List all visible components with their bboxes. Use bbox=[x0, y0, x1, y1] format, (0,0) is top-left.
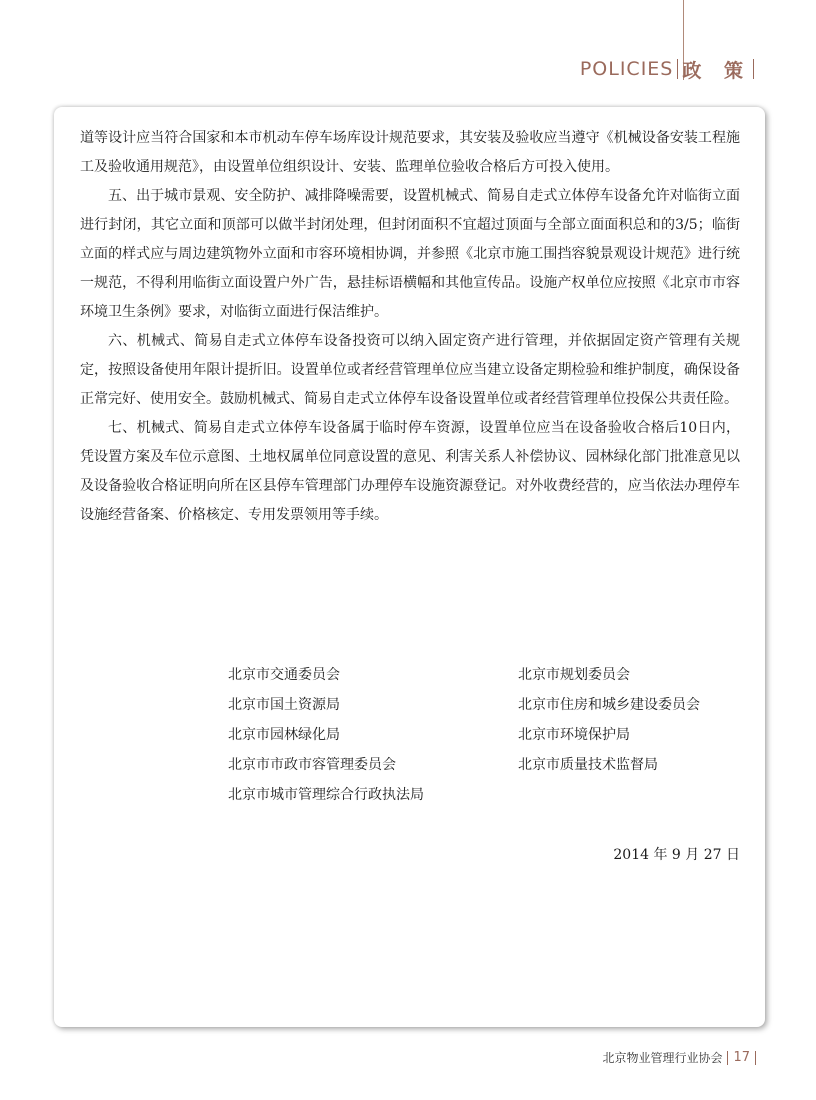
signatory-row bbox=[228, 784, 748, 814]
paragraph-five: 五、出于城市景观、安全防护、减排降噪需要，设置机械式、简易自走式立体停车设备允许对临街立面进行封闭，其它立面和顶部可以做半封闭处理，但封闭面积不宜超过顶面与全部立面面积总和的3/5；临街立面的样式应与周边建筑物外立面和市容环境相协调，并参照《北京市施工围挡容貌景观设计规范》进行统一规范，不得利用临街立面设置户外广告，悬挂标语横幅和其他宣传品。设施产权单位应按照《北京市市容环境卫生条例》要求，对临街立面进行保洁维护。 bbox=[80, 188, 740, 320]
signatory-left: 北京市国土资源局 bbox=[228, 697, 340, 713]
signatory-list bbox=[228, 664, 748, 814]
signatory-right: 北京市住房和城乡建设委员会 bbox=[518, 697, 700, 713]
signatory-left: 北京市交通委员会 bbox=[228, 667, 340, 683]
section-label-en: POLICIES bbox=[579, 58, 674, 80]
document-date: 2014 年 9 月 27 日 bbox=[613, 847, 740, 863]
section-header bbox=[580, 56, 754, 82]
paragraph-six: 六、机械式、简易自走式立体停车设备投资可以纳入固定资产进行管理，并依据固定资产管理有关规定，按照设备使用年限计提折旧。设置单位或者经营管理单位应当建立设备定期检验和维护制度，确保设备正常完好、使用安全。鼓励机械式、简易自走式立体停车设备设置单位或者经营管理单位投保公共责任险。 bbox=[80, 333, 740, 407]
signatory-left: 北京市园林绿化局 bbox=[228, 727, 340, 743]
signatory-row bbox=[228, 694, 748, 724]
signatory-row bbox=[228, 754, 748, 784]
document-body bbox=[80, 124, 740, 530]
signatory-right: 北京市规划委员会 bbox=[518, 667, 630, 683]
signatory-right: 北京市质量技术监督局 bbox=[518, 757, 658, 773]
section-divider bbox=[677, 59, 678, 79]
paragraph-continuation: 道等设计应当符合国家和本市机动车停车场库设计规范要求，其安装及验收应当遵守《机械设备安装工程施工及验收通用规范》，由设置单位组织设计、安装、监理单位验收合格后方可投入使用。 bbox=[80, 130, 740, 175]
signatory-left: 北京市市政市容管理委员会 bbox=[228, 757, 396, 773]
signatory-row bbox=[228, 724, 748, 754]
paragraph-seven: 七、机械式、简易自走式立体停车设备属于临时停车资源，设置单位应当在设备验收合格后10日内，凭设置方案及车位示意图、土地权属单位同意设置的意见、利害关系人补偿协议、园林绿化部门批准意见以及设备验收合格证明向所在区县停车管理部门办理停车设施资源登记。对外收费经营的，应当依法办理停车设施经营备案、价格核定、专用发票领用等手续。 bbox=[80, 420, 740, 523]
signatory-left: 北京市城市管理综合行政执法局 bbox=[228, 787, 424, 803]
section-divider-end bbox=[753, 59, 754, 79]
page-number: 17 bbox=[733, 1050, 750, 1065]
signatory-row bbox=[228, 664, 748, 694]
footer-divider bbox=[727, 1051, 728, 1065]
signatory-right: 北京市环境保护局 bbox=[518, 727, 630, 743]
footer-publisher: 北京物业管理行业协会 bbox=[602, 1051, 723, 1065]
footer-divider-end bbox=[755, 1051, 756, 1065]
section-label-cn: 政 策 bbox=[682, 59, 751, 82]
page-footer bbox=[602, 1049, 761, 1066]
